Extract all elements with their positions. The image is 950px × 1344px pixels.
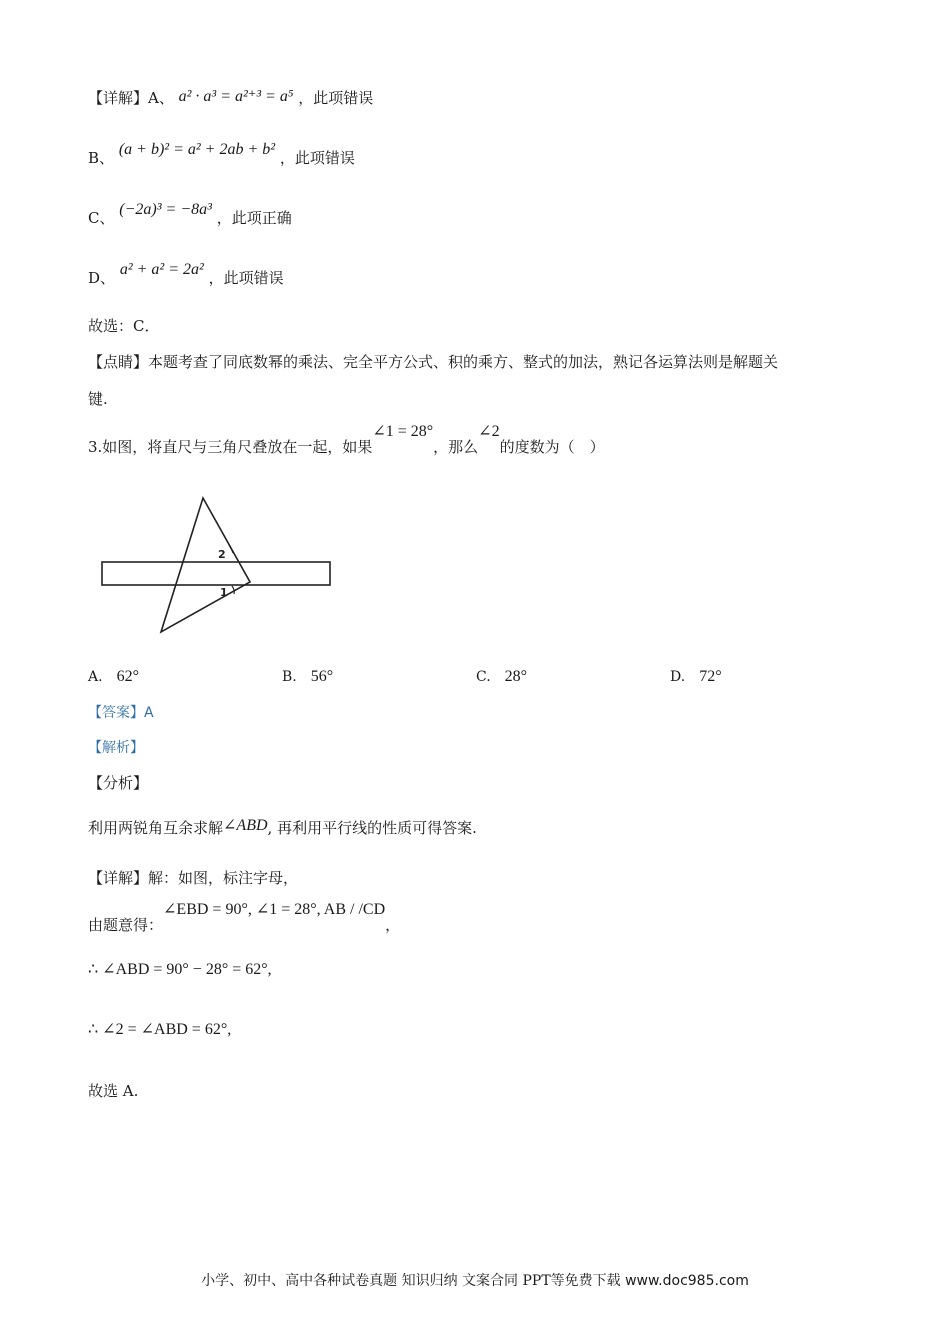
- formula-b: (a + b)² = a² + 2ab + b²: [118, 141, 276, 158]
- question-condition: ∠1 = 28°: [372, 423, 434, 440]
- option-a[interactable]: [88, 668, 139, 686]
- page-footer: [0, 1270, 950, 1290]
- formula-a: a² · a³ = a²⁺³ = a⁵: [178, 88, 294, 105]
- detail-label: 【详解】A、: [88, 89, 174, 107]
- question-target: ∠2: [478, 423, 500, 440]
- option-b[interactable]: [282, 668, 333, 686]
- option-c-label: C、: [88, 209, 115, 227]
- footer-url[interactable]: www.doc985.com: [625, 1273, 749, 1289]
- formula-c: (−2a)³ = −8a³: [119, 201, 212, 218]
- analysis-title: 【解析】: [88, 740, 144, 756]
- verdict-b: ，此项错误: [279, 149, 355, 167]
- question-mid: ，那么: [433, 438, 479, 456]
- comment-line-2: 键.: [88, 390, 108, 408]
- given-comma: ，: [385, 916, 401, 934]
- choice-a: 故选 A.: [88, 1082, 139, 1100]
- option-a-value: 62°: [116, 668, 139, 685]
- given-label: 由题意得：: [88, 916, 164, 934]
- detail2-step2: ∴ ∠2 = ∠ABD = 62°,: [88, 1021, 232, 1038]
- question-prefix: 3.如图，将直尺与三角尺叠放在一起，如果: [88, 438, 373, 456]
- option-b-value: 56°: [310, 668, 334, 685]
- verdict-c: ，此项正确: [216, 209, 292, 227]
- angle-1-label: 1: [220, 586, 228, 599]
- option-c-letter: C.: [476, 669, 491, 685]
- option-d-label: D、: [88, 269, 116, 287]
- fenxi-suffix: , 再利用平行线的性质可得答案.: [267, 819, 477, 837]
- detail-option-c: [88, 201, 292, 229]
- comment-line-1: 【点睛】本题考查了同底数幂的乘法、完全平方公式、积的乘方、整式的加法，熟记各运算法则是解题关: [88, 353, 779, 371]
- angle-2-label: 2: [218, 548, 226, 561]
- fenxi-angle: ∠ABD: [223, 817, 268, 834]
- ruler-triangle-figure: [95, 490, 355, 640]
- fenxi-prefix: 利用两锐角互余求解: [88, 819, 224, 837]
- detail2-intro: 【详解】解：如图，标注字母，: [88, 869, 299, 887]
- question-suffix: 的度数为（ ）: [499, 438, 605, 456]
- verdict-a: ，此项错误: [298, 89, 374, 107]
- choice-c: 故选：C．: [88, 317, 160, 335]
- fenxi-text: [88, 818, 477, 839]
- question-3: [88, 423, 605, 458]
- option-d-letter: D.: [670, 669, 686, 685]
- detail2-given: [88, 901, 401, 936]
- detail-option-d: [88, 261, 284, 289]
- formula-d: a² + a² = 2a²: [119, 261, 204, 278]
- detail2-step1: ∴ ∠ABD = 90° − 28° = 62°,: [88, 961, 272, 978]
- verdict-d: ，此项错误: [208, 269, 284, 287]
- detail-option-b: [88, 141, 355, 169]
- option-b-letter: B.: [282, 669, 297, 685]
- set-square: [161, 498, 250, 632]
- footer-text: 小学、初中、高中各种试卷真题 知识归纳 文案合同 PPT等免费下载: [201, 1273, 626, 1289]
- given-math: ∠EBD = 90°, ∠1 = 28°, AB / /CD: [163, 901, 386, 918]
- option-d-value: 72°: [699, 668, 722, 685]
- option-c[interactable]: [476, 668, 527, 686]
- fenxi-title: 【分析】: [88, 774, 149, 792]
- option-d[interactable]: [670, 668, 722, 686]
- ruler: [102, 562, 330, 585]
- detail-option-a: [88, 88, 373, 109]
- option-b-label: B、: [88, 149, 115, 167]
- option-c-value: 28°: [504, 668, 528, 685]
- option-a-letter: A.: [88, 669, 103, 685]
- answer-label: 【答案】A: [88, 705, 154, 721]
